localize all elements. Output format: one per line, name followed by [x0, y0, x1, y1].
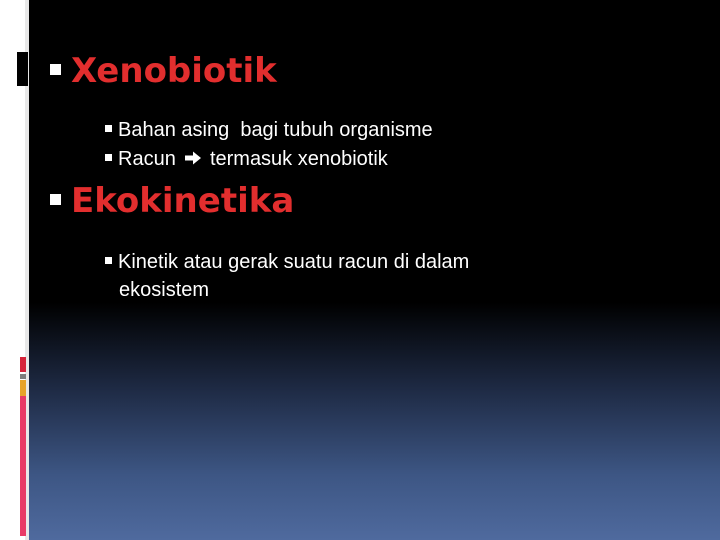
square-bullet-icon — [105, 125, 112, 132]
left-black-bar — [17, 52, 28, 86]
accent-bar-red — [20, 357, 26, 372]
bullet-item — [105, 248, 469, 304]
square-bullet-icon — [50, 194, 61, 205]
accent-bar-yellow — [20, 380, 26, 396]
bullet-text-continuation: ekosistem — [119, 279, 210, 301]
heading-text: Xenobiotik — [71, 51, 277, 91]
heading-text: Ekokinetika — [71, 181, 295, 221]
bullet-text-post: termasuk xenobiotik — [209, 148, 388, 170]
square-bullet-icon — [50, 64, 61, 75]
arrow-right-icon — [184, 150, 202, 166]
square-bullet-icon — [105, 154, 112, 161]
bullet-item — [105, 145, 388, 173]
bullet-text-pre: Racun — [118, 148, 176, 170]
accent-bar-gray — [20, 374, 26, 379]
square-bullet-icon — [105, 257, 112, 264]
section-heading-ekokinetika — [50, 181, 295, 221]
bullet-text: Kinetik atau gerak suatu racun di dalam — [118, 251, 470, 273]
section-heading-xenobiotik — [50, 51, 277, 91]
accent-bar-pink — [20, 396, 26, 536]
bullet-item — [105, 116, 433, 144]
bullet-text: Bahan asing bagi tubuh organisme — [118, 119, 433, 141]
